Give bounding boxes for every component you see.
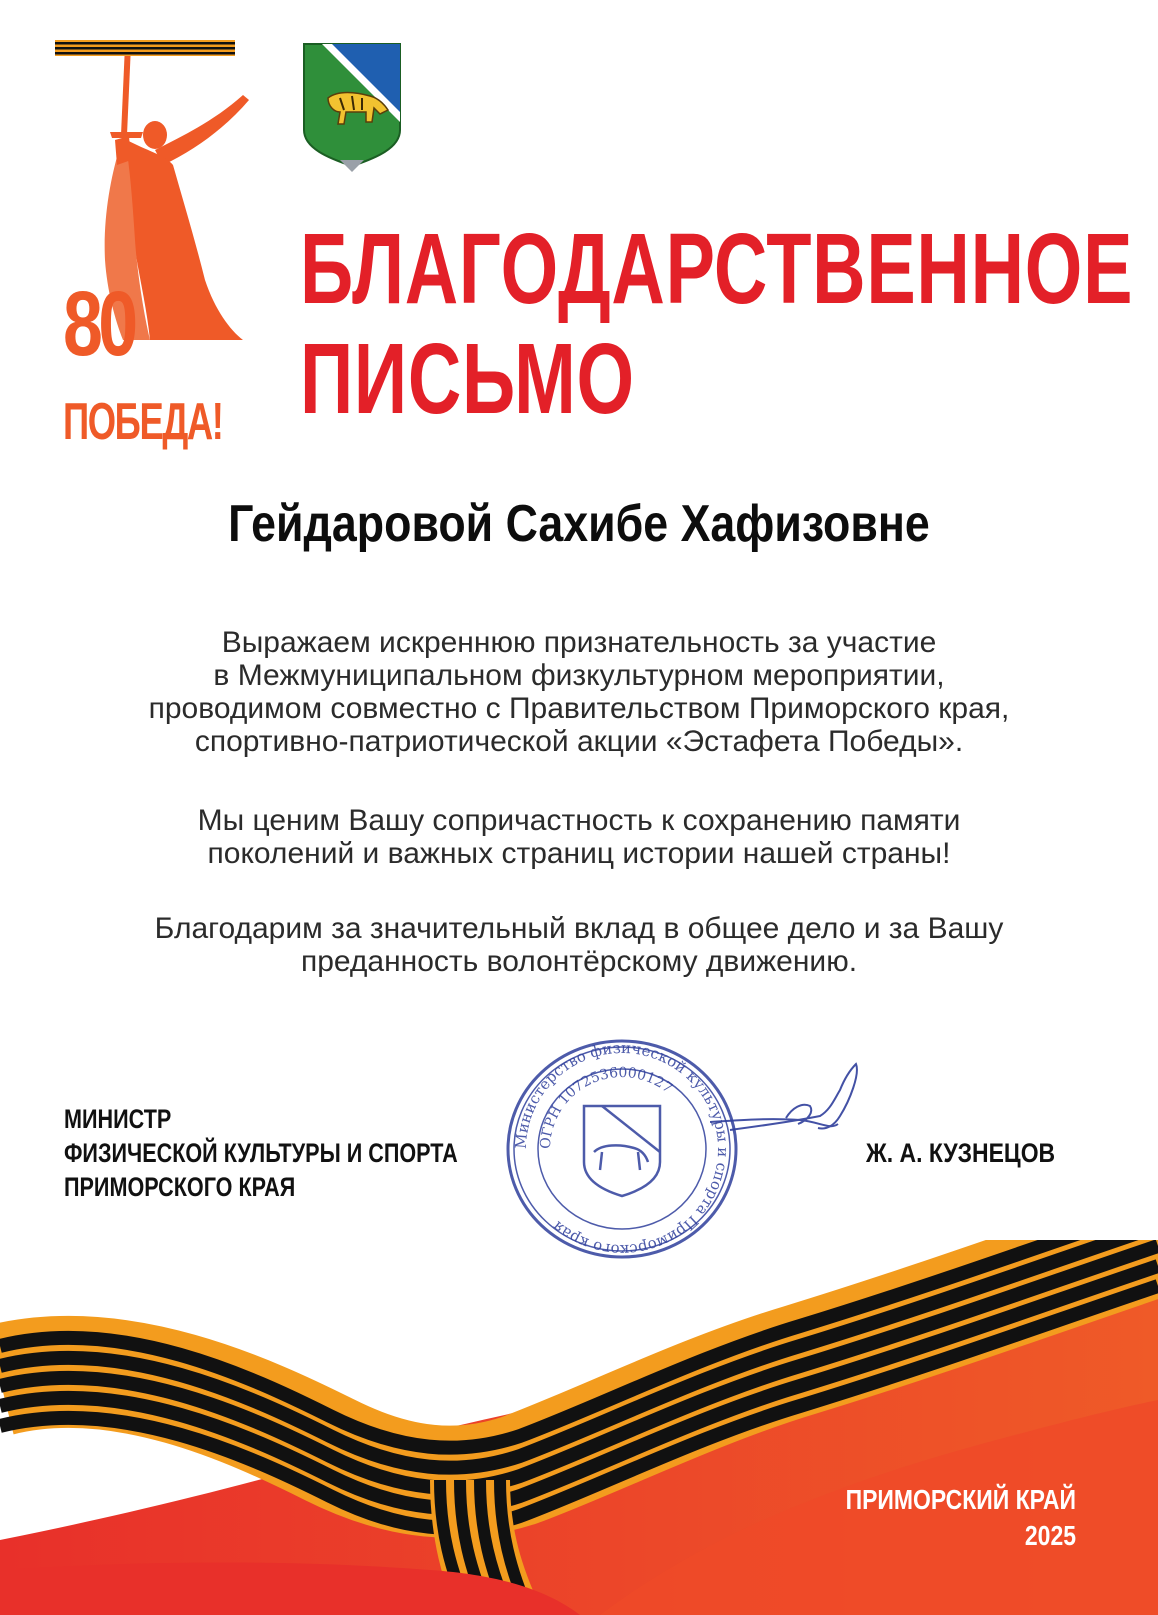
recipient-name (0, 494, 1158, 554)
document-title (300, 214, 1133, 434)
st-george-ribbon-icon (0, 1240, 1158, 1615)
body-line: Мы ценим Вашу сопричастность к сохранению памяти (197, 804, 961, 837)
body-line: поколений и важных страниц истории нашей страны! (207, 837, 951, 870)
victory-80-emblem (55, 40, 265, 451)
primorsky-coat-of-arms-icon (300, 40, 404, 172)
signatory-position-line: ПРИМОРСКОГО КРАЯ (64, 1172, 296, 1202)
body-line: Благодарим за значительный вклад в общее дело и за Вашу (154, 912, 1004, 945)
footer-year: 2025 (1024, 1520, 1076, 1551)
signatory-position (64, 1102, 458, 1204)
body-line: преданность волонтёрскому движению. (300, 945, 858, 978)
signatory-position-line: МИНИСТР (64, 1104, 172, 1134)
stamp-inner-text: ОГРН 1072536000127 (537, 1064, 676, 1150)
stamp-outer-text: Министерство физической культуры и спорта Приморского края (511, 1038, 733, 1260)
title-line-1: БЛАГОДАРСТВЕННОЕ (300, 213, 1134, 325)
footer-region-name: ПРИМОРСКИЙ КРАЙ (845, 1484, 1076, 1515)
body-line: Выражаем искреннюю признательность за участие (221, 626, 937, 659)
body-line: спортивно-патриотической акции «Эстафета Победы». (194, 725, 964, 758)
body-line: проводимом совместно с Правительством Приморского края, (148, 692, 1010, 725)
body-line: в Межмуниципальном физкультурном мероприятии, (213, 659, 945, 692)
body-paragraph-2 (40, 804, 1118, 870)
handwritten-signature-icon (710, 1060, 870, 1180)
title-line-2: ПИСЬМО (300, 323, 635, 435)
footer-region (846, 1482, 1076, 1554)
official-seal-icon (498, 1034, 746, 1264)
signatory-position-line: ФИЗИЧЕСКОЙ КУЛЬТУРЫ И СПОРТА (64, 1138, 458, 1168)
signatory-name: Ж. А. КУЗНЕЦОВ (866, 1138, 1056, 1168)
emblem-word: ПОБЕДА! (63, 393, 223, 451)
emblem-number: 80 (63, 273, 134, 375)
recipient-name-text: Гейдаровой Сахибе Хафизовне (228, 495, 930, 553)
body-paragraph-3 (40, 912, 1118, 978)
body-paragraph-1 (40, 626, 1118, 758)
ribbon-stripes-icon (55, 40, 235, 56)
